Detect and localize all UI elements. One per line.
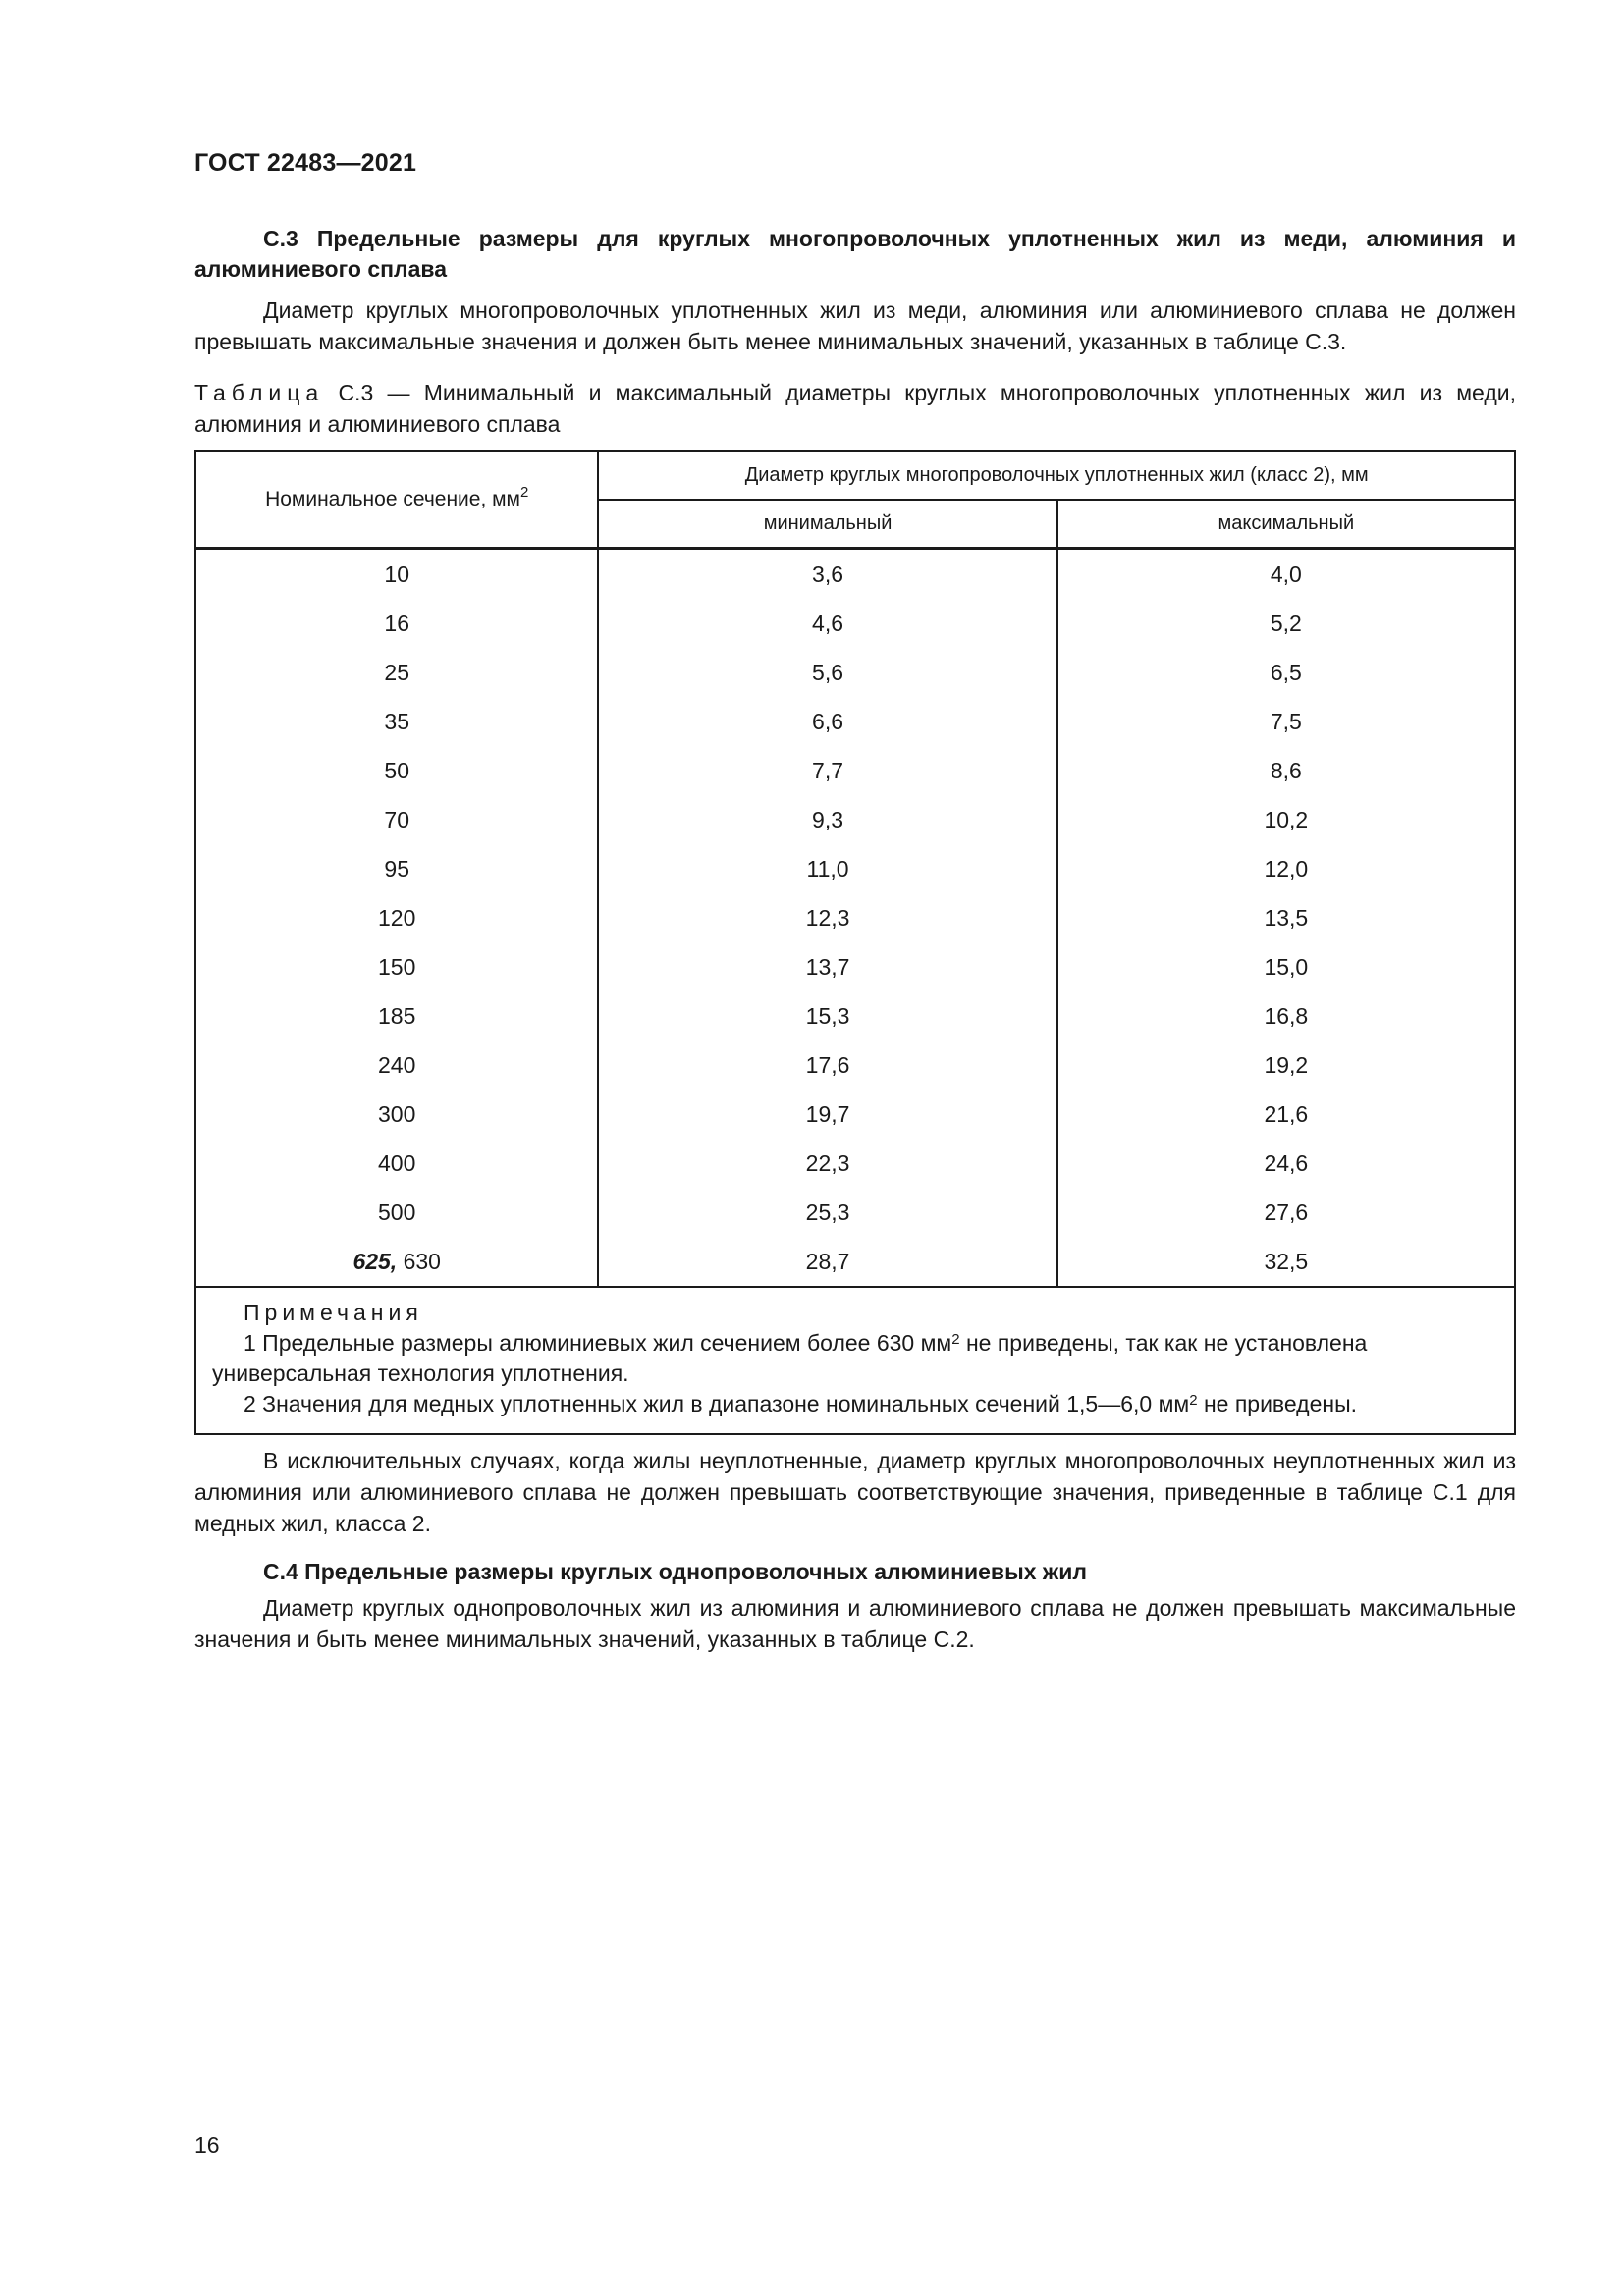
table-cell-section: 70 <box>195 795 598 844</box>
document-id-header: ГОСТ 22483—2021 <box>194 149 417 177</box>
table-cell-section: 50 <box>195 746 598 795</box>
table-cell-section <box>195 1237 598 1287</box>
table-row <box>195 746 1515 795</box>
table-cell-section: 400 <box>195 1139 598 1188</box>
note-2-text-b: не приведены. <box>1197 1391 1358 1416</box>
table-row-last <box>195 1237 1515 1287</box>
table-cell-min: 25,3 <box>598 1188 1056 1237</box>
table-caption-label: Таблица <box>194 380 325 405</box>
table-cell-min: 19,7 <box>598 1090 1056 1139</box>
section-c4-paragraph: Диаметр круглых однопроволочных жил из алюминия и алюминиевого сплава не должен превышать максимальные значения и быть менее минимальных значений, указанных в таблице С.2. <box>194 1595 1516 1652</box>
table-row <box>195 1041 1515 1090</box>
table-cell-max: 27,6 <box>1057 1188 1515 1237</box>
table-cell-max: 6,5 <box>1057 648 1515 697</box>
note-1-sup: 2 <box>951 1331 960 1348</box>
page-number: 16 <box>194 2132 220 2158</box>
section-bold-value: 625, <box>352 1248 398 1274</box>
table-cell-max: 7,5 <box>1057 697 1515 746</box>
table-notes-row <box>195 1287 1515 1434</box>
table-row <box>195 893 1515 942</box>
section-c3-paragraph: Диаметр круглых многопроволочных уплотненных жил из меди, алюминия или алюминиевого сплава не должен превышать максимальные значения и должен быть менее минимальных значений, указанных в таблице С.3. <box>194 297 1516 354</box>
section-c3-title: С.3 Предельные размеры для круглых многопроволочных уплотненных жил из меди, алюминия и алюминиевого сплава <box>194 226 1516 282</box>
table-cell-section: 25 <box>195 648 598 697</box>
table-row <box>195 942 1515 991</box>
section-rest-value: 630 <box>397 1248 441 1274</box>
table-cell-max: 21,6 <box>1057 1090 1515 1139</box>
table-cell-min: 11,0 <box>598 844 1056 893</box>
paragraph-after-table: В исключительных случаях, когда жилы неуплотненные, диаметр круглых многопроволочных неуплотненных жил из алюминия или алюминиевого сплава не должен превышать соответствующие значения, приведенные в таблице С.1 для медных жил, класса 2. <box>194 1448 1516 1536</box>
note-2-text-a: 2 Значения для медных уплотненных жил в диапазоне номинальных сечений 1,5—6,0 мм <box>244 1391 1190 1416</box>
table-cell-section: 35 <box>195 697 598 746</box>
table-row <box>195 844 1515 893</box>
table-row <box>195 991 1515 1041</box>
table-row <box>195 648 1515 697</box>
table-caption-text: С.3 — Минимальный и максимальный диаметры круглых многопроволочных уплотненных жил из меди, алюминия и алюминиевого сплава <box>194 380 1517 437</box>
table-cell-section: 16 <box>195 599 598 648</box>
table-cell-section: 500 <box>195 1188 598 1237</box>
table-cell-section: 150 <box>195 942 598 991</box>
table-row <box>195 795 1515 844</box>
table-body <box>195 549 1515 1435</box>
column-header-diameter-group: Диаметр круглых многопроволочных уплотненных жил (класс 2), мм <box>598 451 1515 500</box>
table-cell-min: 17,6 <box>598 1041 1056 1090</box>
table-row <box>195 1188 1515 1237</box>
table-cell-min: 7,7 <box>598 746 1056 795</box>
table-cell-min: 3,6 <box>598 549 1056 600</box>
note-1-text-b: не приведены, так как не установлена универсальная технология уплотнения. <box>212 1330 1368 1386</box>
table-cell-max: 16,8 <box>1057 991 1515 1041</box>
table-cell-section: 95 <box>195 844 598 893</box>
table-cell-section: 240 <box>195 1041 598 1090</box>
table-row <box>195 1139 1515 1188</box>
table-cell-min: 9,3 <box>598 795 1056 844</box>
table-cell-section: 300 <box>195 1090 598 1139</box>
table-row <box>195 1090 1515 1139</box>
table-cell-min: 22,3 <box>598 1139 1056 1188</box>
table-cell-min: 13,7 <box>598 942 1056 991</box>
note-1 <box>212 1328 1498 1389</box>
table-row <box>195 599 1515 648</box>
table-cell-max: 12,0 <box>1057 844 1515 893</box>
table-cell-max: 10,2 <box>1057 795 1515 844</box>
table-cell-max: 19,2 <box>1057 1041 1515 1090</box>
table-cell-min: 6,6 <box>598 697 1056 746</box>
table-cell-max: 5,2 <box>1057 599 1515 648</box>
table-caption <box>194 377 1516 440</box>
table-cell-min: 15,3 <box>598 991 1056 1041</box>
table-notes <box>195 1287 1515 1434</box>
diameter-table <box>194 450 1516 1435</box>
table-cell-min: 28,7 <box>598 1237 1056 1287</box>
table-cell-min: 12,3 <box>598 893 1056 942</box>
column-header-max: максимальный <box>1057 500 1515 549</box>
table-cell-max: 24,6 <box>1057 1139 1515 1188</box>
table-row <box>195 697 1515 746</box>
note-2-sup: 2 <box>1189 1392 1198 1409</box>
column-header-nominal <box>195 451 598 549</box>
column-header-min: минимальный <box>598 500 1056 549</box>
table-row <box>195 549 1515 600</box>
table-cell-max: 15,0 <box>1057 942 1515 991</box>
table-cell-min: 4,6 <box>598 599 1056 648</box>
table-cell-max: 13,5 <box>1057 893 1515 942</box>
column-header-nominal-label: Номинальное сечение, мм <box>265 487 520 510</box>
table-cell-max: 32,5 <box>1057 1237 1515 1287</box>
table-cell-max: 4,0 <box>1057 549 1515 600</box>
table-cell-min: 5,6 <box>598 648 1056 697</box>
table-cell-section: 120 <box>195 893 598 942</box>
section-c4-title: С.4 Предельные размеры круглых однопроволочных алюминиевых жил <box>263 1559 1087 1584</box>
note-2 <box>212 1389 1498 1419</box>
table-cell-section: 185 <box>195 991 598 1041</box>
column-header-nominal-sup: 2 <box>520 483 529 501</box>
notes-heading: Примечания <box>244 1300 423 1325</box>
note-1-text-a: 1 Предельные размеры алюминиевых жил сечением более 630 мм <box>244 1330 952 1356</box>
table-cell-section: 10 <box>195 549 598 600</box>
table-cell-max: 8,6 <box>1057 746 1515 795</box>
